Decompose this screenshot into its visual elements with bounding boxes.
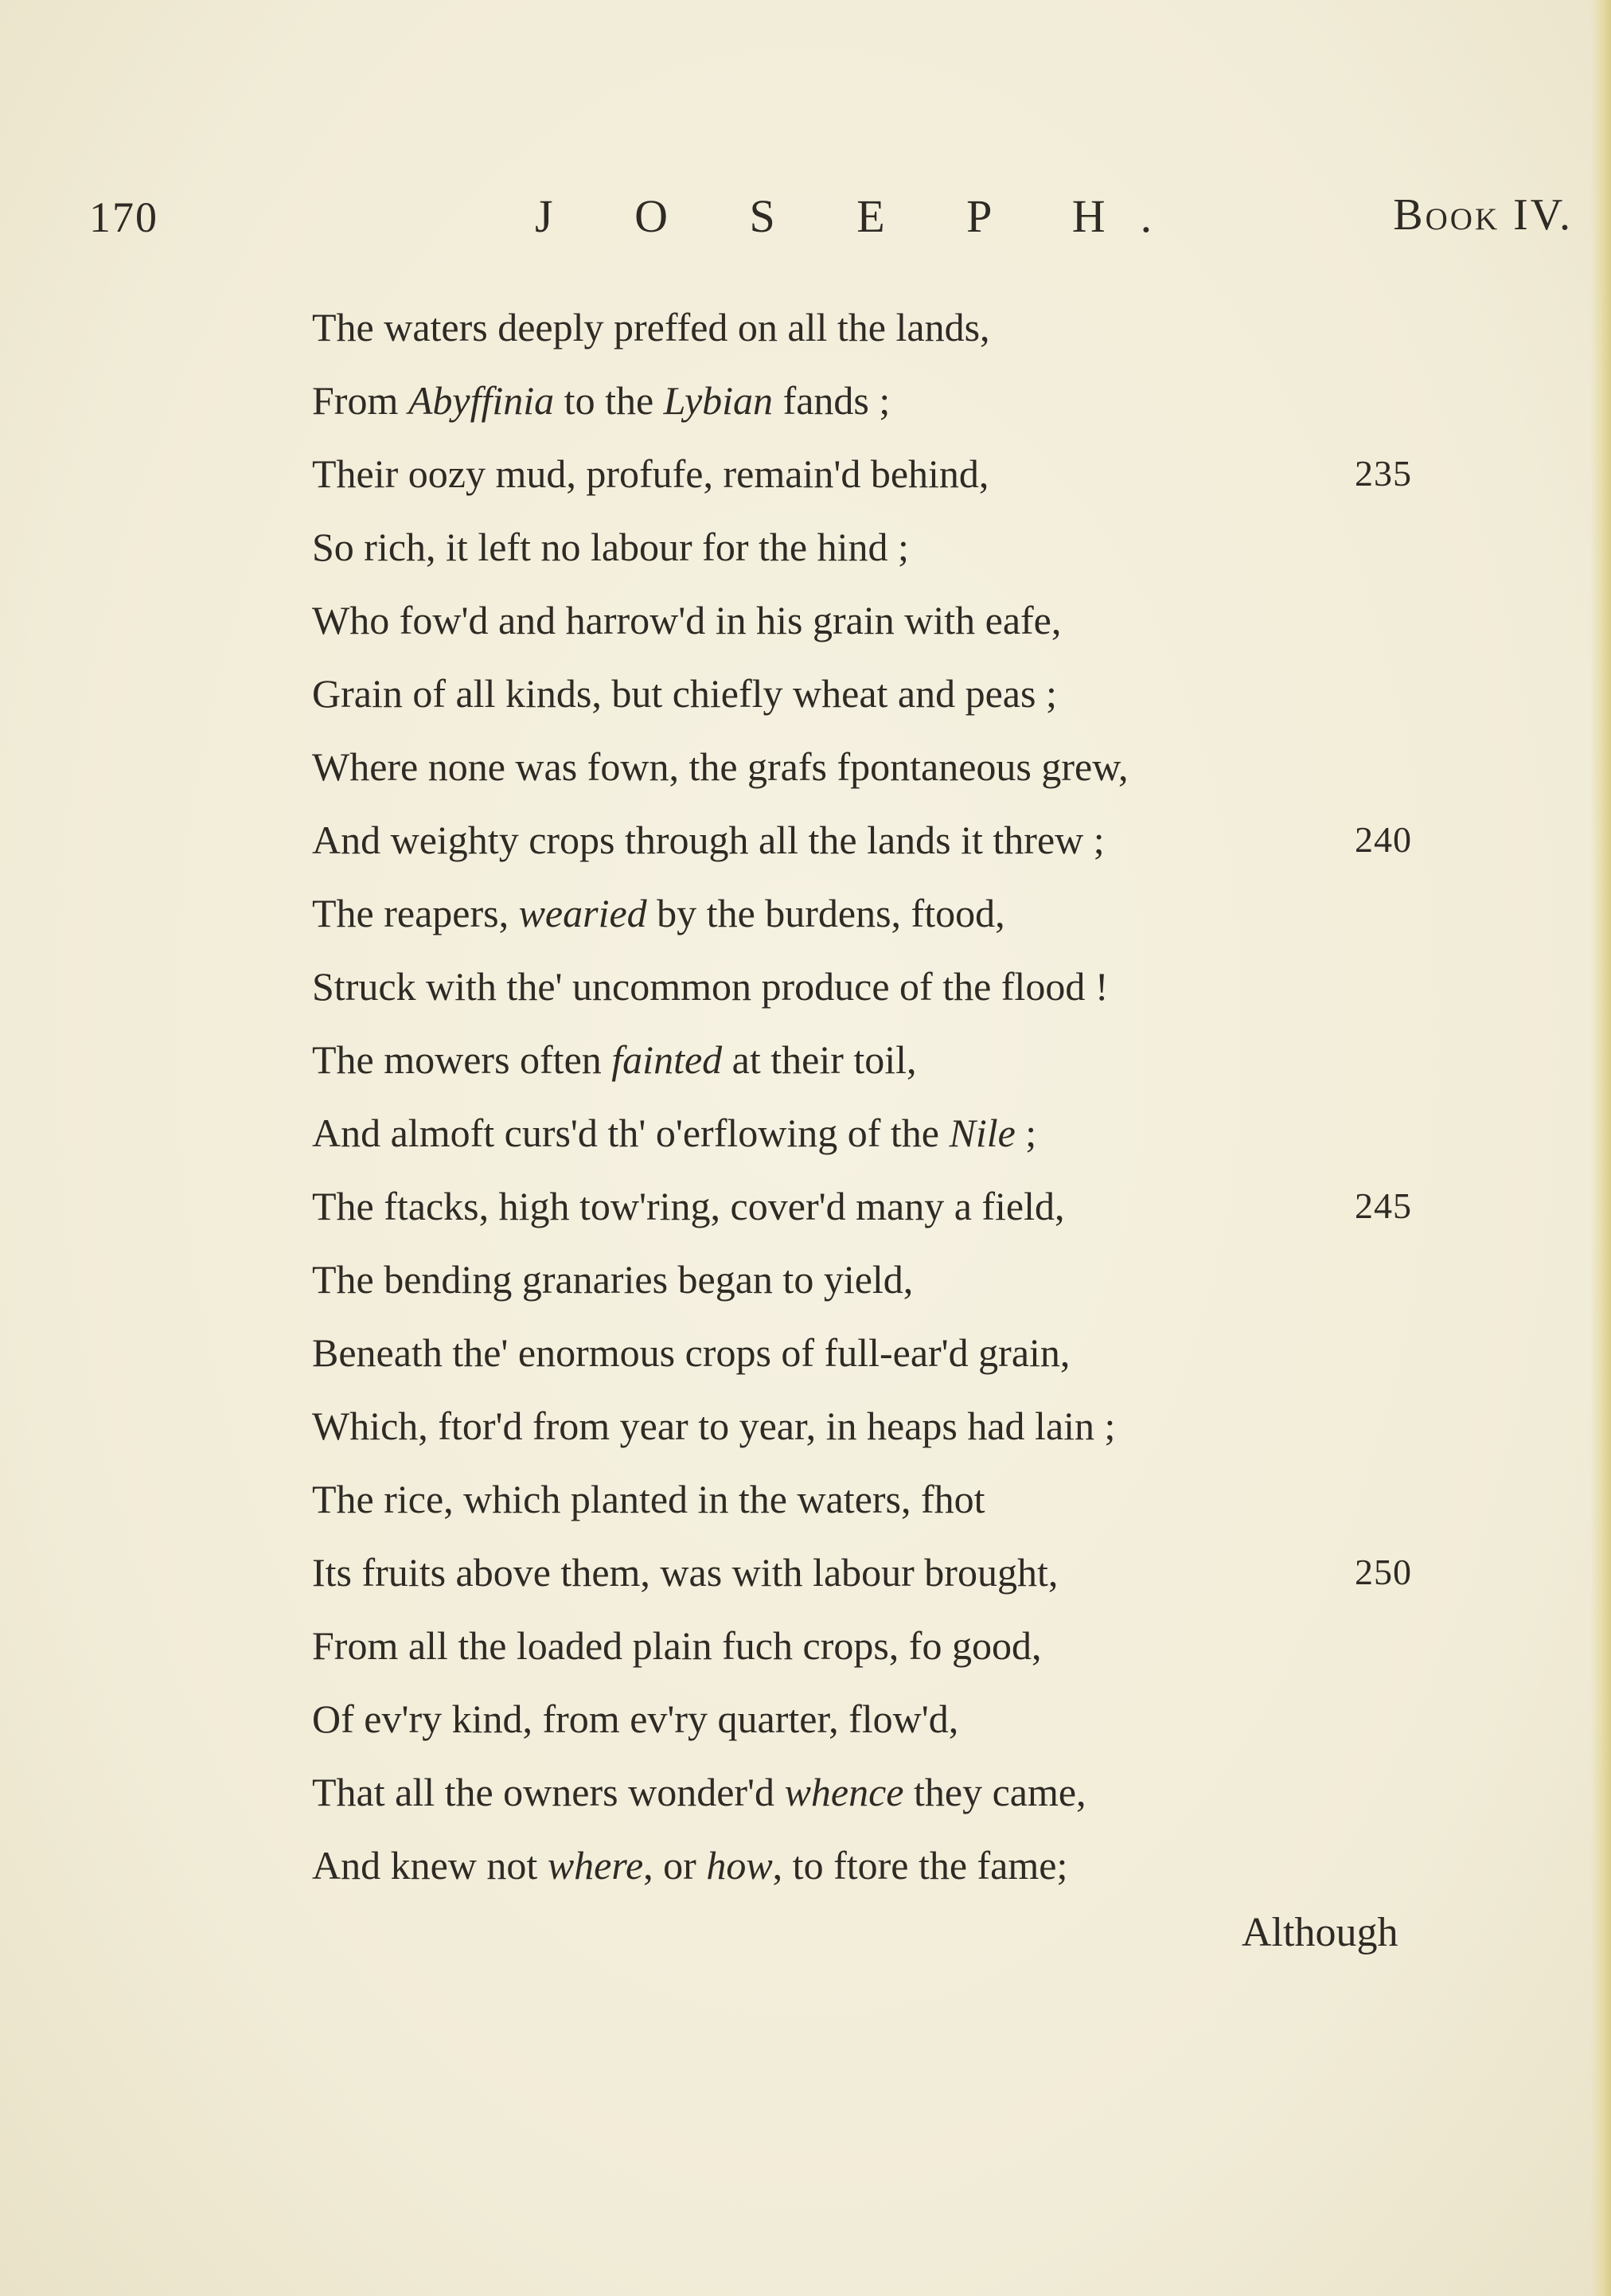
poem-line	[312, 1389, 1426, 1462]
running-title: J O S E P H.	[535, 190, 1188, 242]
line-text: Of ev'ry kind, from ev'ry quarter, flow'd,	[312, 1697, 959, 1741]
line-text: Which, ftor'd from year to year, in heaps had lain ;	[312, 1404, 1116, 1448]
line-text: From all the loaded plain fuch crops, fo good,	[312, 1623, 1042, 1668]
line-text: And weighty crops through all the lands it threw ;	[312, 818, 1105, 862]
poem-line	[312, 1682, 1426, 1755]
poem-line	[312, 1755, 1426, 1829]
poem-line	[312, 1096, 1426, 1169]
catchword: Although	[1242, 1910, 1398, 1955]
poem-line	[312, 1023, 1426, 1096]
line-text: Its fruits above them, was with labour brought,	[312, 1550, 1059, 1595]
line-text: From	[312, 378, 408, 423]
line-number: 245	[1355, 1185, 1412, 1226]
line-text: Struck with the' uncommon produce of the flood !	[312, 964, 1109, 1009]
line-text: , or	[643, 1843, 707, 1888]
italic-word: Nile	[949, 1111, 1016, 1155]
line-text: And almoft curs'd th' o'erflowing of the	[312, 1111, 950, 1155]
line-text: , to ftore the fame;	[772, 1843, 1068, 1888]
poem-line	[312, 1169, 1426, 1243]
italic-word: where	[547, 1843, 644, 1888]
poem-line	[312, 657, 1426, 730]
italic-word: Abyffinia	[408, 378, 555, 423]
line-text: Their oozy mud, profufe, remain'd behind,	[312, 451, 989, 496]
poem-line	[312, 291, 1426, 364]
line-number: 240	[1355, 819, 1412, 860]
poem-line	[312, 1462, 1426, 1536]
line-text: to the	[554, 378, 664, 423]
italic-word: fainted	[611, 1037, 723, 1082]
line-text: The bending granaries began to yield,	[312, 1257, 914, 1302]
line-text: The ftacks, high tow'ring, cover'd many a field,	[312, 1184, 1065, 1228]
poem-line	[312, 1609, 1426, 1682]
line-text: ;	[1015, 1111, 1037, 1155]
poem-line	[312, 950, 1426, 1023]
page-number: 170	[89, 193, 158, 241]
line-text: The waters deeply preffed on all the lands,	[312, 305, 990, 349]
line-text: That all the owners wonder'd	[312, 1770, 785, 1814]
line-text: fands ;	[773, 378, 891, 423]
line-text: Where none was fown, the grafs fpontaneous grew,	[312, 744, 1129, 789]
poem-line	[312, 1243, 1426, 1316]
poem-line	[312, 437, 1426, 510]
line-number: 250	[1355, 1552, 1412, 1592]
line-text: Who fow'd and harrow'd in his grain with eafe,	[312, 598, 1062, 642]
line-text: by the burdens, ftood,	[646, 891, 1005, 935]
poem-line	[312, 1536, 1426, 1609]
running-head	[0, 183, 1611, 255]
poem-line	[312, 364, 1426, 437]
line-text: Beneath the' enormous crops of full-ear'd grain,	[312, 1330, 1071, 1375]
italic-word: Lybian	[663, 378, 774, 423]
line-number: 235	[1355, 453, 1412, 494]
italic-word: how	[706, 1843, 773, 1888]
line-text: they came,	[903, 1770, 1086, 1814]
poem-line	[312, 803, 1426, 877]
line-text: The mowers often	[312, 1037, 612, 1082]
line-text: The rice, which planted in the waters, fhot	[312, 1477, 985, 1521]
italic-word: wearied	[518, 891, 647, 935]
poem-line	[312, 584, 1426, 657]
poem-text	[312, 291, 1426, 1902]
book-label: Book IV.	[1393, 190, 1573, 240]
line-text: And knew not	[312, 1843, 548, 1888]
poem-line	[312, 877, 1426, 950]
poem-line	[312, 730, 1426, 803]
line-text: Grain of all kinds, but chiefly wheat and peas ;	[312, 671, 1057, 716]
line-text: So rich, it left no labour for the hind ;	[312, 525, 909, 569]
line-text: The reapers,	[312, 891, 519, 935]
line-text: at their toil,	[722, 1037, 917, 1082]
poem-line	[312, 1316, 1426, 1389]
page-edge-shading	[1590, 0, 1611, 2296]
poem-line	[312, 1829, 1426, 1902]
poem-line	[312, 510, 1426, 584]
italic-word: whence	[784, 1770, 904, 1814]
